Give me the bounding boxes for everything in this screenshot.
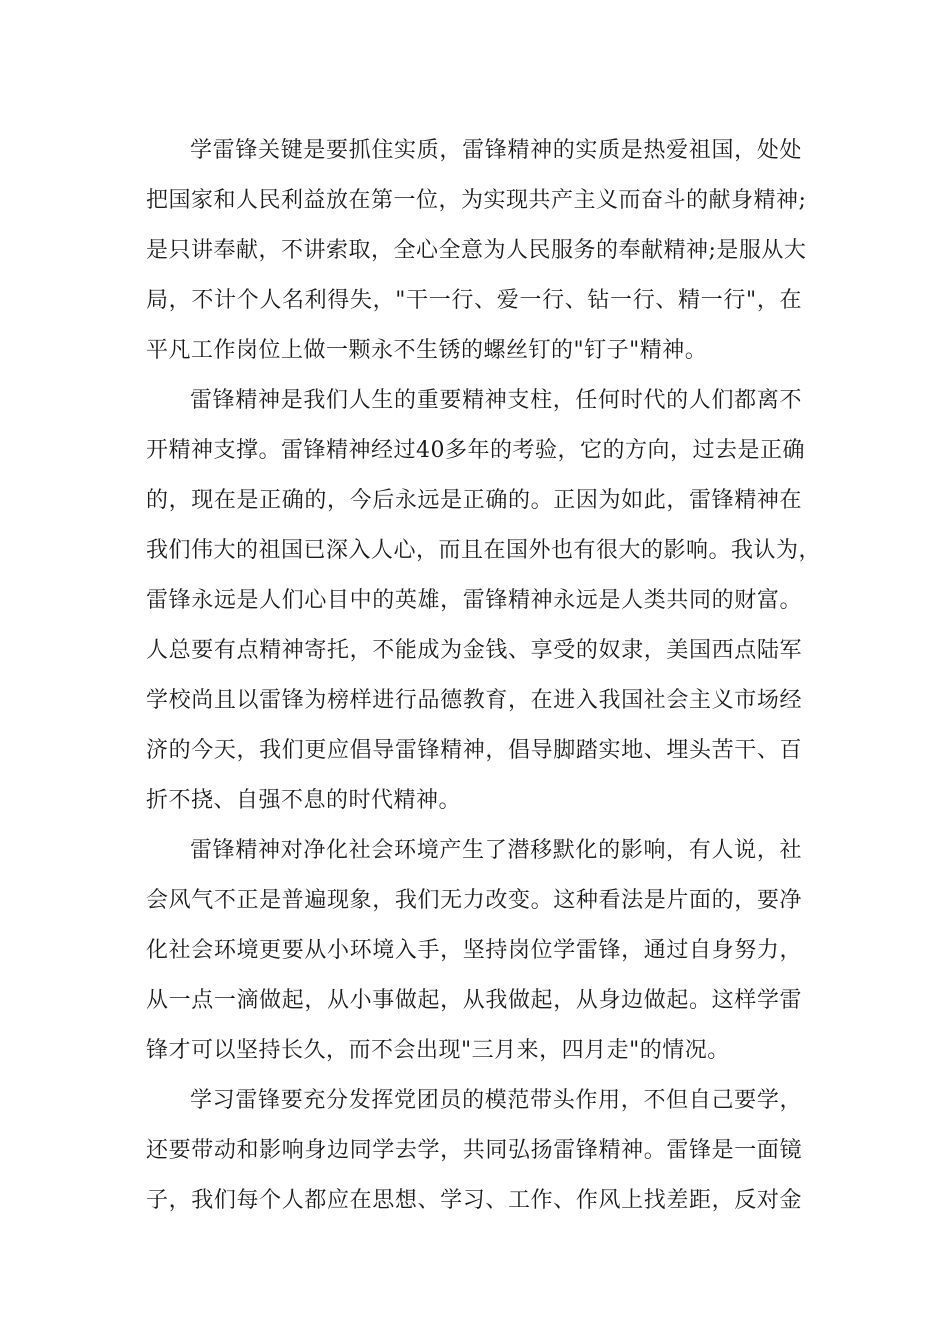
- text-line: 还要带动和影响身边同学去学，共同弘扬雷锋精神。雷锋是一面镜: [146, 1138, 802, 1163]
- text-line: 从一点一滴做起，从小事做起，从我做起，从身边做起。这样学雷: [146, 988, 802, 1013]
- paragraph-1: [146, 126, 807, 376]
- text-line: 锋才可以坚持长久，而不会出现"三月来，四月走"的情况。: [146, 1038, 730, 1063]
- text-line: 是只讲奉献，不讲索取，全心全意为人民服务的奉献精神;是服从大: [146, 238, 807, 263]
- text-line: 子，我们每个人都应在思想、学习、工作、作风上找差距，反对金: [146, 1188, 802, 1213]
- text-line: 雷锋精神对净化社会环境产生了潜移默化的影响，有人说，社: [190, 838, 802, 863]
- text-line: 学习雷锋要充分发挥党团员的模范带头作用，不但自己要学，: [190, 1088, 802, 1113]
- text-line: 雷锋精神是我们人生的重要精神支柱，任何时代的人们都离不: [190, 388, 802, 413]
- text-line: 学校尚且以雷锋为榜样进行品德教育，在进入我国社会主义市场经: [146, 688, 802, 713]
- text-line: 把国家和人民利益放在第一位，为实现共产主义而奋斗的献身精神;: [146, 188, 807, 213]
- text-line: 济的今天，我们更应倡导雷锋精神，倡导脚踏实地、埋头苦干、百: [146, 738, 802, 763]
- text-line: 会风气不正是普遍现象，我们无力改变。这种看法是片面的，要净: [146, 888, 802, 913]
- paragraph-3: [146, 826, 802, 1076]
- text-line: 平凡工作岗位上做一颗永不生锈的螺丝钉的"钉子"精神。: [146, 338, 708, 363]
- text-line: 局，不计个人名利得失，"干一行、爱一行、钻一行、精一行"，在: [146, 288, 802, 313]
- text-line: 的，现在是正确的，今后永远是正确的。正因为如此，雷锋精神在: [146, 488, 802, 513]
- text-line: 学雷锋关键是要抓住实质，雷锋精神的实质是热爱祖国，处处: [190, 138, 802, 163]
- text-line: 化社会环境更要从小环境入手，坚持岗位学雷锋，通过自身努力，: [146, 938, 802, 963]
- paragraph-4: [146, 1076, 802, 1226]
- document-page: [146, 126, 822, 1226]
- text-line: 折不挠、自强不息的时代精神。: [146, 788, 462, 813]
- paragraph-2: [146, 376, 822, 826]
- text-line: 人总要有点精神寄托，不能成为金钱、享受的奴隶，美国西点陆军: [146, 638, 802, 663]
- text-line: 雷锋永远是人们心目中的英雄，雷锋精神永远是人类共同的财富。: [146, 588, 802, 613]
- text-line: 我们伟大的祖国已深入人心，而且在国外也有很大的影响。我认为，: [146, 538, 822, 563]
- text-line: 开精神支撑。雷锋精神经过40多年的考验，它的方向，过去是正确: [146, 438, 805, 463]
